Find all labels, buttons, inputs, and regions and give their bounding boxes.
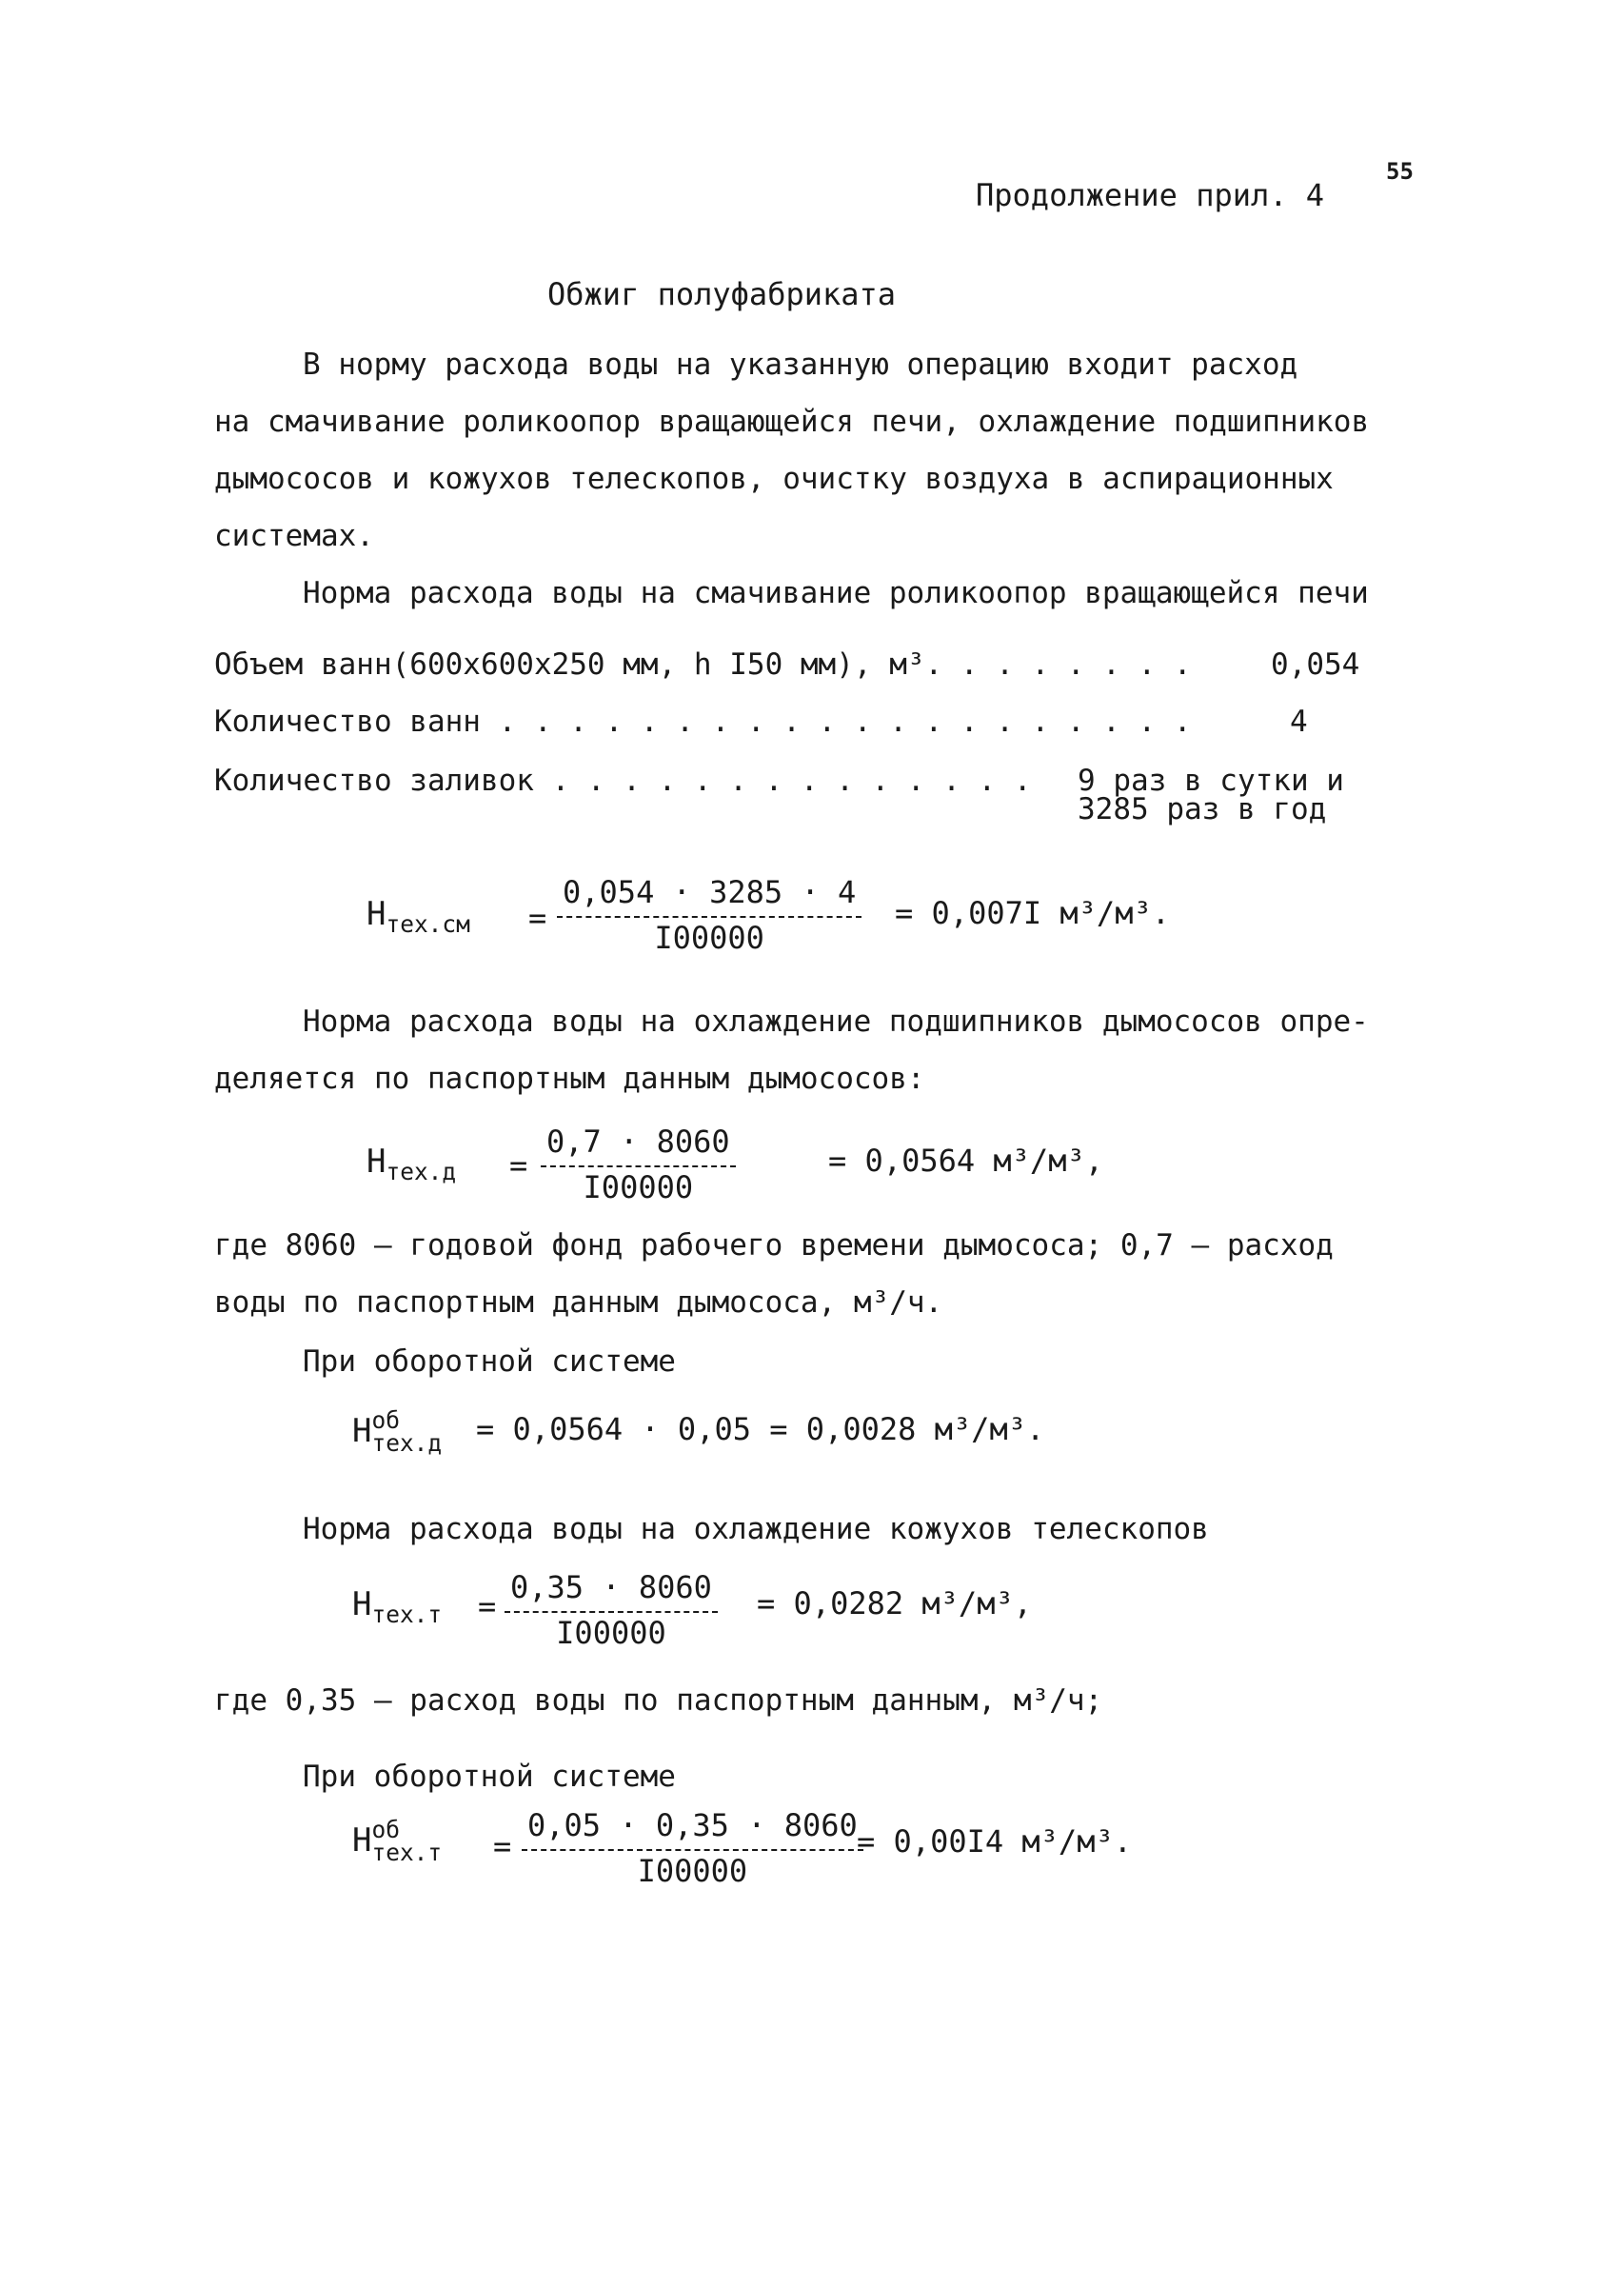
page-number: 55 — [1386, 158, 1414, 185]
formula-result: = 0,0282 м³/м³, — [757, 1585, 1032, 1621]
formula-equals: = — [528, 900, 547, 936]
circulation-label: При оборотной системе — [303, 1760, 676, 1794]
paragraph-line: Норма расхода воды на охлаждение подшипников дымососов опре- — [303, 1005, 1369, 1039]
norm-heading: Норма расхода воды на смачивание роликоопор вращающейся печи — [303, 576, 1369, 610]
section-title: Обжиг полуфабриката — [547, 276, 897, 312]
fraction — [505, 1569, 718, 1651]
param-label: Количество ванн . . . . . . . . . . . . . . . . . . . . — [214, 705, 1192, 739]
paragraph-line: на смачивание роликоопор вращающейся печи, охлаждение подшипников — [214, 405, 1370, 439]
formula-equals: = — [509, 1147, 528, 1184]
param-value-line2: 3285 раз в год — [1078, 792, 1327, 826]
param-label: Количество заливок . . . . . . . . . . . . . . — [214, 764, 1032, 798]
formula-equals: = — [493, 1828, 512, 1864]
fraction-numerator: 0,35 · 8060 — [505, 1569, 718, 1613]
fraction-numerator: 0,05 · 0,35 · 8060 — [522, 1807, 863, 1851]
formula-equals: = — [478, 1588, 497, 1624]
fraction-numerator: 0,054 · 3285 · 4 — [557, 874, 862, 918]
param-label: Объем ванн(600x600x250 мм, h I50 мм), м³. . . . . . . . — [214, 647, 1192, 682]
fraction-denominator: I00000 — [654, 920, 764, 956]
fraction-denominator: I00000 — [556, 1615, 666, 1651]
fraction — [522, 1807, 863, 1889]
paragraph-line: где 0,35 – расход воды по паспортным данным, м³/ч; — [214, 1683, 1103, 1718]
formula-lhs: $Н_{тех.д}$ — [366, 1143, 457, 1185]
paragraph-line: Норма расхода воды на охлаждение кожухов телескопов — [303, 1512, 1209, 1546]
paragraph-line: где 8060 – годовой фонд рабочего времени дымососа; 0,7 – расход — [214, 1228, 1334, 1263]
param-value: 0,054 — [1271, 647, 1360, 682]
formula-result: = 0,007I м³/м³. — [895, 895, 1170, 931]
paragraph-line: дымососов и кожухов телескопов, очистку воздуха в аспирационных — [214, 462, 1334, 496]
formula-result: = 0,00I4 м³/м³. — [857, 1823, 1132, 1860]
appendix-continuation: Продолжение прил. 4 — [976, 177, 1325, 213]
fraction-denominator: I00000 — [637, 1853, 748, 1889]
fraction-numerator: 0,7 · 8060 — [541, 1124, 736, 1167]
formula-lhs: Н об тех.д — [352, 1406, 443, 1458]
param-value: 9 раз в сутки и — [1078, 764, 1344, 798]
fraction — [541, 1124, 736, 1205]
formula-result: = 0,0564 м³/м³, — [828, 1143, 1103, 1179]
paragraph-line: системах. — [214, 519, 374, 553]
paragraph-line: воды по паспортным данным дымососа, м³/ч. — [214, 1285, 943, 1320]
param-value: 4 — [1290, 705, 1308, 739]
paragraph-line: В норму расхода воды на указанную операцию входит расход — [303, 348, 1298, 382]
fraction-denominator: I00000 — [583, 1169, 694, 1205]
formula-rhs: = 0,0564 · 0,05 = 0,0028 м³/м³. — [476, 1411, 1045, 1447]
formula-lhs: $Н_{тех.см}$ — [366, 895, 470, 938]
fraction — [557, 874, 862, 956]
paragraph-line: деляется по паспортным данным дымососов: — [214, 1062, 925, 1096]
formula-lhs: Н об тех.т — [352, 1816, 443, 1867]
circulation-label: При оборотной системе — [303, 1344, 676, 1379]
formula-lhs: $Н_{тех.т}$ — [352, 1585, 443, 1628]
